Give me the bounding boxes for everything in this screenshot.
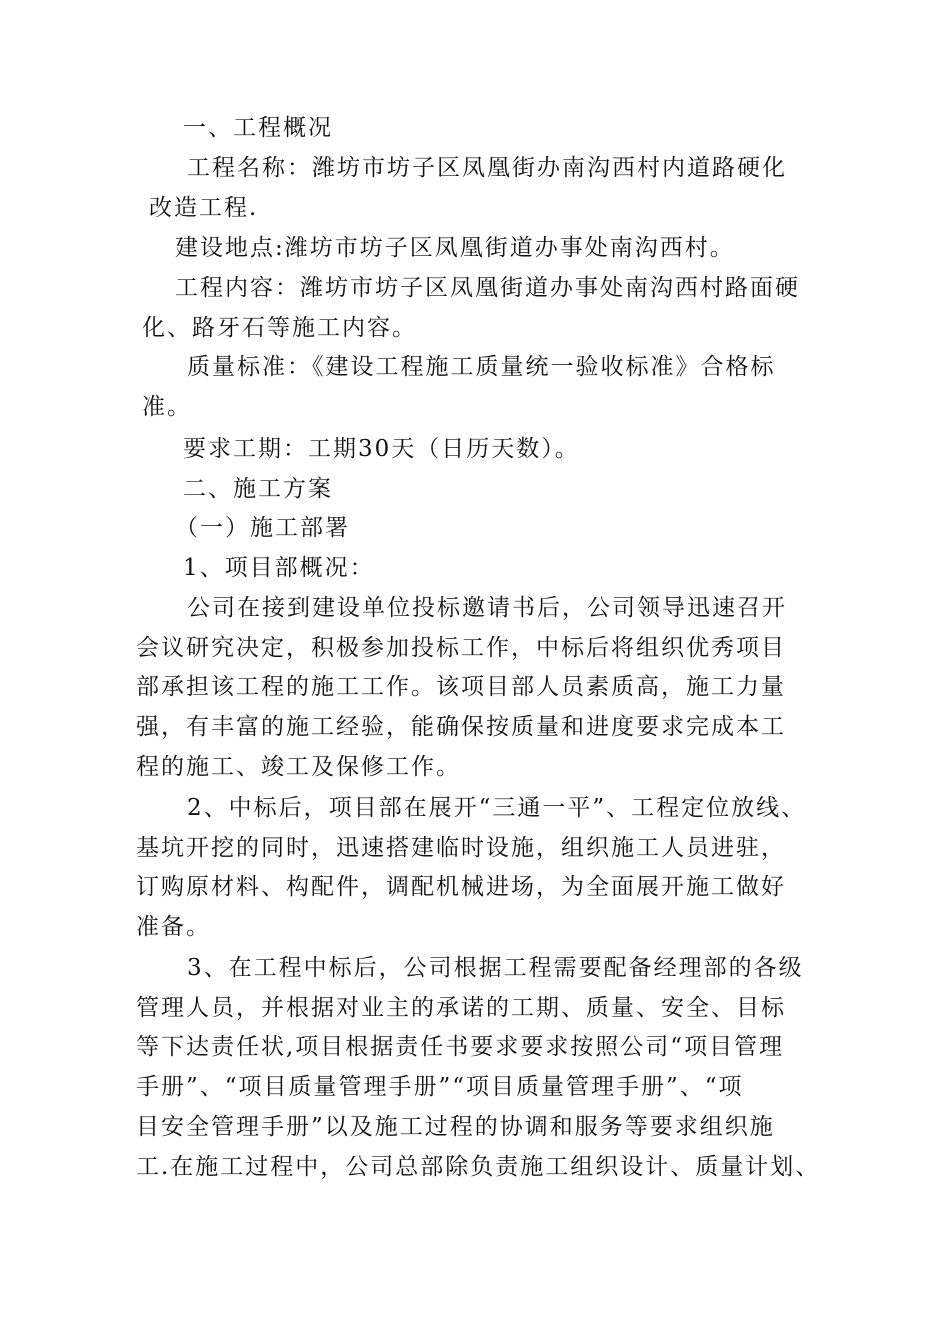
paragraph-3-line-4: 手册”、“项目质量管理手册”“项目质量管理手册”、“项 <box>136 1074 744 1100</box>
paragraph-1-line-4: 强，有丰富的施工经验，能确保按质量和进度要求完成本工 <box>136 714 786 740</box>
heading-construction-plan: 二、施工方案 <box>183 476 333 502</box>
paragraph-3-line-2: 管理人员，并根据对业主的承诺的工期、质量、安全、目标 <box>136 995 786 1021</box>
quality-standard-continuation: 准。 <box>142 394 192 420</box>
heading-project-department: 1、项目部概况： <box>183 555 375 581</box>
paragraph-2-line-1: 2、中标后，项目部在展开“三通一平”、工程定位放线、 <box>187 795 807 821</box>
project-name-continuation: 改造工程. <box>149 195 259 221</box>
quality-standard-line: 质量标准：《建设工程施工质量统一验收标准》合格标 <box>187 354 776 380</box>
paragraph-1-line-2: 会议研究决定，积极参加投标工作，中标后将组织优秀项目 <box>136 635 786 661</box>
paragraph-3-line-6: 工.在施工过程中，公司总部除负责施工组织设计、质量计划、 <box>136 1154 821 1180</box>
paragraph-1-line-1: 公司在接到建设单位投标邀请书后，公司领导迅速召开 <box>187 595 787 621</box>
heading-project-overview: 一、工程概况 <box>183 115 333 141</box>
required-duration-line: 要求工期：工期30天（日历天数）。 <box>183 436 580 462</box>
paragraph-1-line-3: 部承担该工程的施工工作。该项目部人员素质高，施工力量 <box>136 674 786 700</box>
construction-location-line: 建设地点:潍坊市坊子区凤凰街道办事处南沟西村。 <box>175 235 735 261</box>
paragraph-2-line-3: 订购原材料、构配件，调配机械进场，为全面展开施工做好 <box>136 874 786 900</box>
paragraph-1-line-5: 程的施工、竣工及保修工作。 <box>136 754 461 780</box>
paragraph-3-line-3: 等下达责任状,项目根据责任书要求要求按照公司“项目管理 <box>136 1034 785 1060</box>
heading-construction-deployment: （一）施工部署 <box>175 515 350 541</box>
project-name-line: 工程名称：潍坊市坊子区凤凰街办南沟西村内道路硬化 <box>187 155 787 181</box>
project-content-line: 工程内容：潍坊市坊子区凤凰街道办事处南沟西村路面硬 <box>175 275 800 301</box>
project-content-continuation: 化、路牙石等施工内容。 <box>142 315 417 341</box>
paragraph-2-line-2: 基坑开挖的同时，迅速搭建临时设施，组织施工人员进驻， <box>136 835 786 861</box>
paragraph-2-line-4: 准备。 <box>136 914 211 940</box>
paragraph-3-line-5: 目安全管理手册”以及施工过程的协调和服务等要求组织施 <box>136 1114 775 1140</box>
paragraph-3-line-1: 3、在工程中标后，公司根据工程需要配备经理部的各级 <box>187 955 804 981</box>
